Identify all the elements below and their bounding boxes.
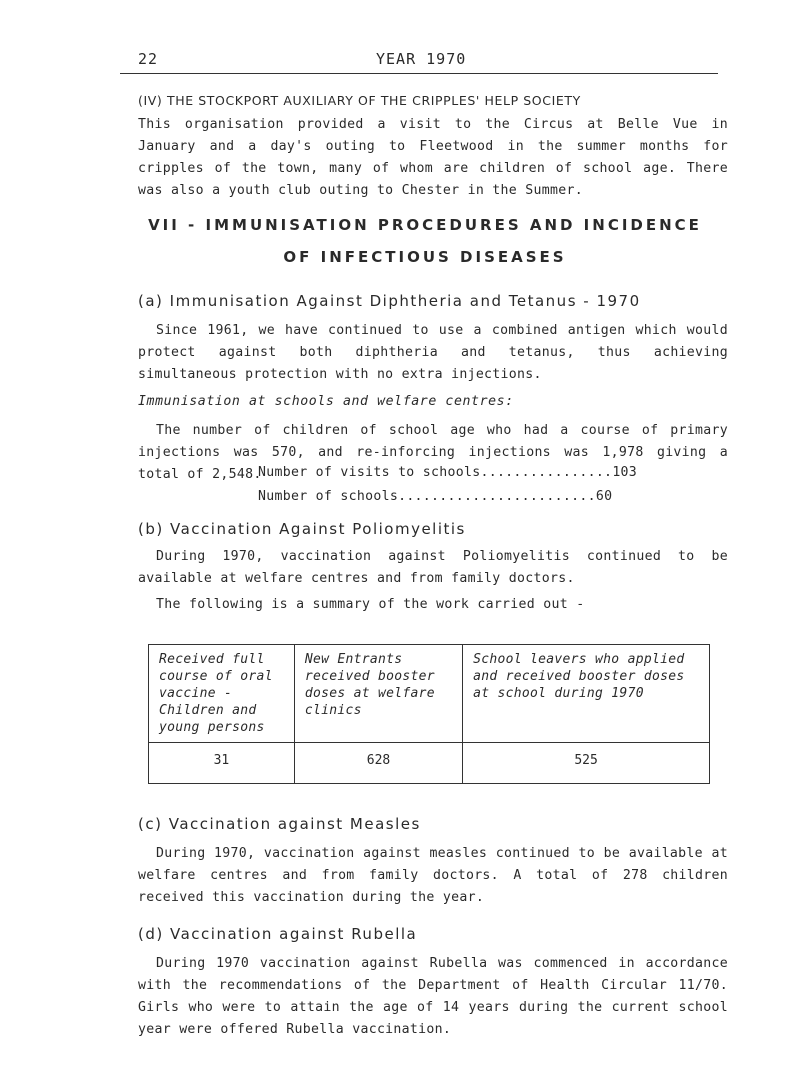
- part-d-heading: (d) Vaccination against Rubella: [138, 925, 418, 943]
- part-c-body: [138, 843, 728, 909]
- part-a-paragraph2: The number of children of school age who had a course of primary injections was 570, and re-inforcing injections was 1,978 giving a total of 2,548.: [138, 423, 728, 482]
- polio-summary-table: [148, 644, 710, 784]
- table-header-cell: School leavers who applied and received booster doses at school during 1970: [463, 645, 710, 743]
- part-c-paragraph: During 1970, vaccination against measles continued to be available at welfare centres and from family doctors. A total of 278 children received this vaccination during the year.: [138, 846, 728, 905]
- stat-schools-value: 60: [595, 489, 613, 504]
- header-rule: [120, 73, 718, 74]
- stat-schools: Number of schools........................60: [258, 489, 613, 504]
- table-header-cell: Received full course of oral vaccine - Children and young persons: [149, 645, 295, 743]
- section-iv-body: [138, 114, 728, 202]
- part-a-italic-heading: Immunisation at schools and welfare centres:: [138, 394, 514, 409]
- section-iv-paragraph: This organisation provided a visit to the Circus at Belle Vue in January and a day's outing to Fleetwood in the summer months for cripples of the town, many of whom are children of school age. There was also a youth club outing to Chester in the Summer.: [138, 117, 728, 198]
- part-b-summary-line: The following is a summary of the work carried out -: [156, 597, 585, 612]
- stat-visits: Number of visits to schools................103: [258, 465, 638, 480]
- table-cell: 525: [463, 743, 710, 784]
- part-d-body: [138, 953, 728, 1041]
- page-number: 22: [138, 50, 159, 68]
- part-c-heading: (c) Vaccination against Measles: [138, 815, 421, 833]
- stat-visits-value: 103: [612, 465, 638, 480]
- part-a-paragraph: Since 1961, we have continued to use a combined antigen which would protect against both diphtheria and tetanus, thus achieving simultaneous protection with no extra injections.: [138, 323, 728, 382]
- part-b-paragraph: During 1970, vaccination against Poliomyelitis continued to be available at welfare centres and from family doctors.: [138, 549, 728, 586]
- stat-schools-label: Number of schools: [258, 489, 399, 504]
- table-cell: 31: [149, 743, 295, 784]
- table-row: [149, 743, 710, 784]
- part-a-heading: (a) Immunisation Against Diphtheria and Tetanus - 1970: [138, 292, 641, 310]
- table-cell: 628: [294, 743, 462, 784]
- page-title: YEAR 1970: [376, 50, 467, 68]
- part-b-heading: (b) Vaccination Against Poliomyelitis: [138, 520, 466, 538]
- part-b-summary: [138, 594, 728, 616]
- part-d-paragraph: During 1970 vaccination against Rubella was commenced in accordance with the recommendations of the Department of Health Circular 11/70. Girls who were to attain the age of 14 years during the current school year were offered Rubella vaccination.: [138, 956, 728, 1037]
- section-vii-heading-line2: OF INFECTIOUS DISEASES: [283, 248, 567, 266]
- section-vii-heading-line1: VII - IMMUNISATION PROCEDURES AND INCIDENCE: [148, 216, 702, 234]
- section-iv-heading: (IV) THE STOCKPORT AUXILIARY OF THE CRIPPLES' HELP SOCIETY: [138, 93, 581, 108]
- stat-visits-label: Number of visits to schools: [258, 465, 481, 480]
- part-a-body: [138, 320, 728, 386]
- table-header-row: [149, 645, 710, 743]
- table-header-cell: New Entrants received booster doses at welfare clinics: [294, 645, 462, 743]
- part-b-body: [138, 546, 728, 590]
